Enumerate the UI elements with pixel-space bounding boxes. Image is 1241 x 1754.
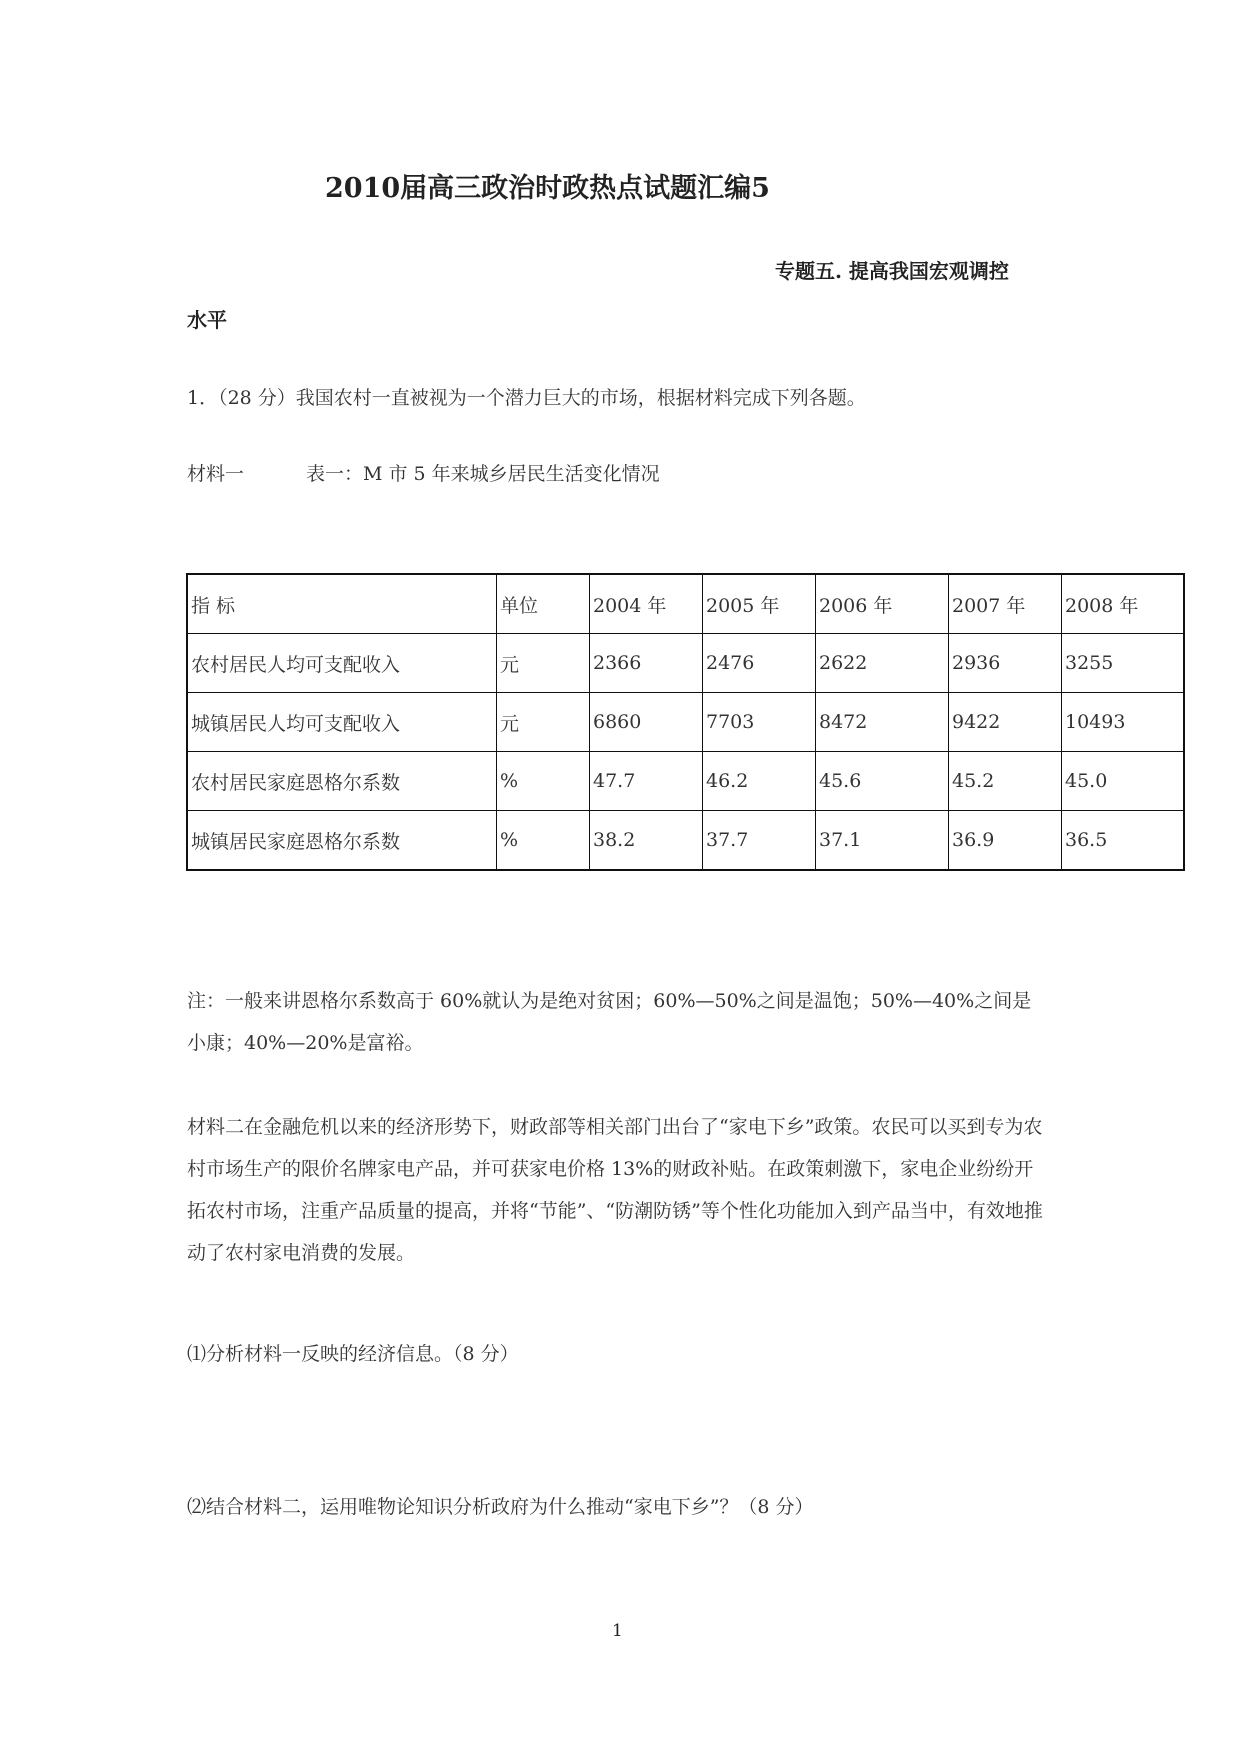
- table-cell: 8472: [816, 693, 949, 752]
- table-row: [187, 693, 1184, 752]
- table-cell: 城镇居民人均可支配收入: [187, 693, 497, 752]
- table-cell: 46.2: [703, 752, 816, 811]
- material-1-label: 材料一: [187, 463, 245, 485]
- table-cell: 2366: [590, 634, 703, 693]
- header-cell: 单位: [497, 574, 590, 634]
- table-cell: 2936: [949, 634, 1062, 693]
- table-cell: 3255: [1062, 634, 1185, 693]
- table-cell: 37.1: [816, 811, 949, 871]
- table-cell: 36.9: [949, 811, 1062, 871]
- topic-heading-continued: 水平: [187, 308, 227, 332]
- page-number: 1: [612, 1621, 623, 1641]
- header-cell: 指 标: [187, 574, 497, 634]
- question-1-intro: 1．（28 分）我国农村一直被视为一个潜力巨大的市场，根据材料完成下列各题。: [187, 387, 866, 409]
- table-cell: 37.7: [703, 811, 816, 871]
- table-cell: 38.2: [590, 811, 703, 871]
- table-row: [187, 634, 1184, 693]
- table-cell: 45.2: [949, 752, 1062, 811]
- table-cell: 6860: [590, 693, 703, 752]
- table-cell: 城镇居民家庭恩格尔系数: [187, 811, 497, 871]
- header-cell: 2007 年: [949, 574, 1062, 634]
- header-cell: 2006 年: [816, 574, 949, 634]
- table-cell: 7703: [703, 693, 816, 752]
- topic-heading: 专题五. 提高我国宏观调控: [775, 259, 1009, 283]
- table-cell: %: [497, 811, 590, 871]
- question-1-part-1: ⑴分析材料一反映的经济信息。（8 分）: [187, 1343, 519, 1365]
- table-cell: %: [497, 752, 590, 811]
- table-cell: 36.5: [1062, 811, 1185, 871]
- table-cell: 9422: [949, 693, 1062, 752]
- table-header-row: [187, 574, 1184, 634]
- table-cell: 47.7: [590, 752, 703, 811]
- material-2-paragraph: 材料二在金融危机以来的经济形势下，财政部等相关部门出台了“家电下乡”政策。农民可以买到专为农村市场生产的限价名牌家电产品，并可获家电价格 13%的财政补贴。在政策刺激下，家电企业纷纷开拓农村市场，注重产品质量的提高，并将“节能”、“防潮防锈”等个性化功能加入到产品当中，有效地推动了农村家电消费的发展。: [187, 1116, 1043, 1264]
- table-cell: 2476: [703, 634, 816, 693]
- table-cell: 2622: [816, 634, 949, 693]
- header-cell: 2005 年: [703, 574, 816, 634]
- table-cell: 农村居民人均可支配收入: [187, 634, 497, 693]
- table-cell: 元: [497, 693, 590, 752]
- table-cell: 农村居民家庭恩格尔系数: [187, 752, 497, 811]
- table-caption: 表一：M 市 5 年来城乡居民生活变化情况: [306, 463, 660, 485]
- data-table: [186, 573, 1185, 871]
- header-cell: 2004 年: [590, 574, 703, 634]
- document-title: 2010届高三政治时政热点试题汇编5: [325, 173, 770, 204]
- header-cell: 2008 年: [1062, 574, 1185, 634]
- engel-note: 注：一般来讲恩格尔系数高于 60%就认为是绝对贫困；60%—50%之间是温饱；50%—40%之间是小康；40%—20%是富裕。: [187, 990, 1032, 1054]
- table-row: [187, 752, 1184, 811]
- table-cell: 45.0: [1062, 752, 1185, 811]
- question-1-part-2: ⑵结合材料二，运用唯物论知识分析政府为什么推动“家电下乡”？（8 分）: [187, 1496, 814, 1518]
- table-cell: 元: [497, 634, 590, 693]
- table-cell: 45.6: [816, 752, 949, 811]
- table-row: [187, 811, 1184, 871]
- table-cell: 10493: [1062, 693, 1185, 752]
